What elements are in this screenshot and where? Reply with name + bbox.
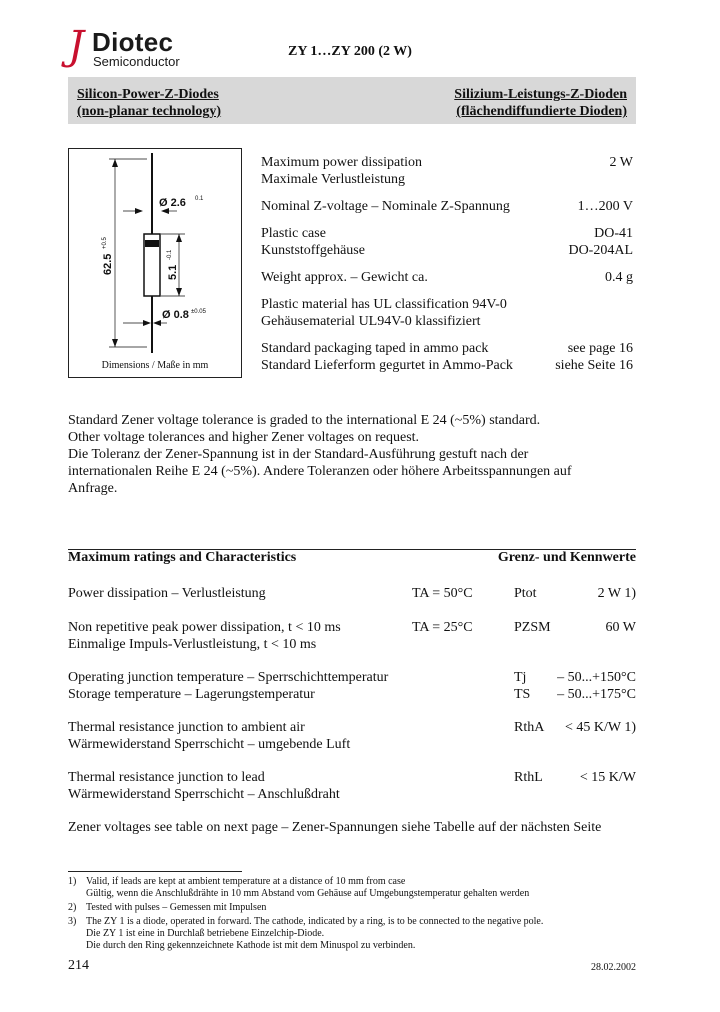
rating-thermal-lead <box>68 769 636 803</box>
spec-value: see page 16 <box>567 341 633 356</box>
rating-symbol: RthL <box>514 770 543 785</box>
footnote-text-de: Gültig, wenn die Anschlußdrähte in 10 mm Abstand vom Gehäuse auf Umgebungstemperatur gehalten werden <box>86 888 530 899</box>
spec-case <box>261 225 633 259</box>
spec-label: Nominal Z-voltage – Nominale Z-Spannung <box>261 199 510 214</box>
rating-power-dissipation <box>68 585 636 602</box>
rating-condition: TA = 50°C <box>412 586 473 601</box>
banner-title-de: Silizium-Leistungs-Z-Dioden <box>454 87 627 102</box>
rating-condition: TA = 25°C <box>412 620 473 635</box>
body-length-label: 5.1 <box>167 264 179 280</box>
banner-subtitle-en: (non-planar technology) <box>77 104 222 119</box>
footnote-number: 1) <box>68 876 77 887</box>
ratings-heading-en: Maximum ratings and Characteristics <box>68 550 297 565</box>
total-length-tol: +0.5 <box>102 237 108 249</box>
lead-diameter-label: Ø 0.8 <box>162 309 189 321</box>
rating-desc-de: Wärmewiderstand Sperrschicht – Anschlußdraht <box>68 787 340 802</box>
spec-value-2: DO-204AL <box>568 243 633 258</box>
paragraph-line: internationalen Reihe E 24 (~5%). Andere Toleranzen oder höhere Arbeitsspannungen auf <box>68 464 572 479</box>
spec-label-de: Gehäusematerial UL94V-0 klassifiziert <box>261 314 481 329</box>
paragraph-line: Other voltage tolerances and higher Zener voltages on request. <box>68 430 420 445</box>
rating-desc: Non repetitive peak power dissipation, t < 10 ms <box>68 620 341 635</box>
footnote-divider <box>68 871 242 872</box>
spec-label: Standard packaging taped in ammo pack <box>261 341 489 356</box>
dimension-drawing <box>68 148 242 378</box>
spec-label: Weight approx. – Gewicht ca. <box>261 270 428 285</box>
rating-value: 2 W 1) <box>597 586 636 601</box>
footnote-1 <box>68 876 636 900</box>
cathode-ring <box>145 240 159 247</box>
spec-list <box>261 154 633 384</box>
rating-value: < 45 K/W 1) <box>564 720 636 735</box>
rating-peak-power <box>68 619 636 653</box>
body-diameter-label: Ø 2.6 <box>159 197 186 209</box>
rating-value: 60 W <box>605 620 636 635</box>
spec-value: 1…200 V <box>577 199 633 214</box>
spec-ul <box>261 296 633 330</box>
logo-mark-icon: J <box>68 23 85 69</box>
spec-value: 0.4 g <box>605 270 633 285</box>
spec-label-de: Kunststoffgehäuse <box>261 243 365 258</box>
rating-value-2: – 50...+175°C <box>557 687 636 702</box>
page-number: 214 <box>68 958 89 973</box>
rating-symbol: Tj <box>514 670 527 685</box>
rating-value: < 15 K/W <box>579 770 636 785</box>
ratings-heading <box>68 549 636 566</box>
rating-temperature <box>68 669 636 703</box>
footnote-number: 3) <box>68 916 77 927</box>
footnote-text: Tested with pulses – Gemessen mit Impulsen <box>86 902 267 913</box>
dimension-caption: Dimensions / Maße in mm <box>101 360 209 371</box>
rating-thermal-ambient <box>68 719 636 753</box>
footnote-text-de-2: Die durch den Ring gekennzeichnete Kathode ist mit dem Minuspol zu verbinden. <box>86 940 416 951</box>
document-date: 28.02.2002 <box>591 962 636 973</box>
footnote-text: The ZY 1 is a diode, operated in forward. The cathode, indicated by a ring, is to be connected to the negative pole. <box>86 916 544 927</box>
rating-desc-de: Wärmewiderstand Sperrschicht – umgebende Luft <box>68 737 351 752</box>
footnote-3 <box>68 916 636 952</box>
footnote-2 <box>68 902 636 914</box>
paragraph-line: Standard Zener voltage tolerance is graded to the international E 24 (~5%) standard. <box>68 413 541 428</box>
rating-symbol: Ptot <box>514 586 537 601</box>
rating-desc-de: Storage temperature – Lagerungstemperatur <box>68 687 315 702</box>
rating-desc: Thermal resistance junction to lead <box>68 770 265 785</box>
rating-desc: Operating junction temperature – Sperrschichttemperatur <box>68 670 389 685</box>
paragraph-line: Anfrage. <box>68 481 118 496</box>
footnote-text: Valid, if leads are kept at ambient temperature at a distance of 10 mm from case <box>86 876 406 887</box>
spec-label: Maximum power dissipation <box>261 155 422 170</box>
spec-value-2: siehe Seite 16 <box>555 358 633 373</box>
brand-subtitle: Semiconductor <box>93 54 180 69</box>
banner-subtitle-de: (flächendiffundierte Dioden) <box>456 104 627 119</box>
body-diameter-tol: 0.1 <box>195 196 204 202</box>
rating-value: – 50...+150°C <box>557 670 636 685</box>
spec-power <box>261 154 633 188</box>
ratings-heading-de: Grenz- und Kennwerte <box>497 550 636 565</box>
tolerance-paragraph <box>68 412 636 497</box>
lead-diameter-tol: ±0.05 <box>191 309 206 315</box>
spec-value: 2 W <box>609 155 633 170</box>
banner-title-en: Silicon-Power-Z-Diodes <box>77 87 219 102</box>
rating-symbol-2: TS <box>514 687 531 702</box>
rating-desc-de: Einmalige Impuls-Verlustleistung, t < 10 ms <box>68 637 317 652</box>
diode-outline-drawing <box>69 149 241 377</box>
spec-label: Plastic case <box>261 226 326 241</box>
spec-label: Plastic material has UL classification 94V-0 <box>261 297 507 312</box>
total-length-label: 62.5 <box>102 253 114 275</box>
body-length-tol: -0.1 <box>167 249 173 260</box>
rating-symbol: PZSM <box>514 620 551 635</box>
spec-label-de: Maximale Verlustleistung <box>261 172 405 187</box>
title-banner <box>68 77 636 124</box>
spec-weight <box>261 269 633 286</box>
spec-value: DO-41 <box>594 226 633 241</box>
brand-name: Diotec <box>92 27 174 57</box>
paragraph-line: Die Toleranz der Zener-Spannung ist in der Standard-Ausführung gestuft nach der <box>68 447 529 462</box>
rating-desc: Power dissipation – Verlustleistung <box>68 586 266 601</box>
zener-voltage-note: Zener voltages see table on next page – Zener-Spannungen siehe Tabelle auf der nächsten Seite <box>68 820 602 835</box>
document-title: ZY 1…ZY 200 (2 W) <box>288 44 412 59</box>
rating-symbol: RthA <box>514 720 545 735</box>
spec-label-de: Standard Lieferform gegurtet in Ammo-Pack <box>261 358 513 373</box>
footnote-text-de: Die ZY 1 ist eine in Durchlaß betriebene Einzelchip-Diode. <box>86 928 325 939</box>
diotec-logo <box>68 23 198 72</box>
rating-desc: Thermal resistance junction to ambient air <box>68 720 305 735</box>
spec-packaging <box>261 340 633 374</box>
spec-zvoltage <box>261 198 633 215</box>
footnote-number: 2) <box>68 902 77 913</box>
